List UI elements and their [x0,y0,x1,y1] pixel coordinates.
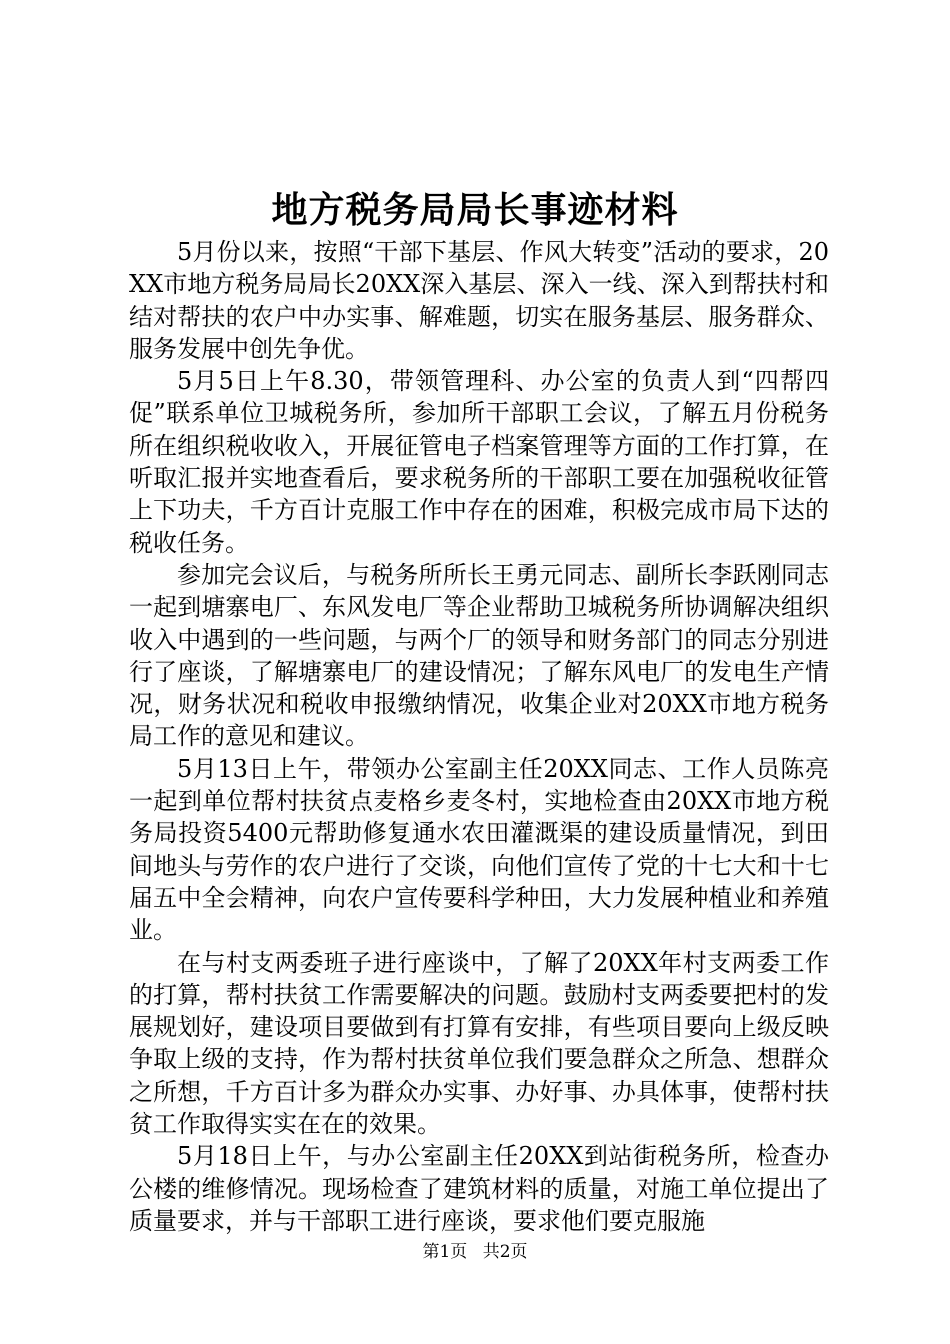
paragraph-3: 参加完会议后，与税务所所长王勇元同志、副所长李跃刚同志一起到塘寨电厂、东风发电厂等企业帮助卫城税务所协调解决组织收入中遇到的一些问题，与两个厂的领导和财务部门的同志分别进行了座谈，了解塘寨电厂的建设情况；了解东风电厂的发电生产情况，财务状况和税收申报缴纳情况，收集企业对20XX市地方税务局工作的意见和建议。 [129,560,829,751]
page-number-current: 第1页 [422,1242,468,1262]
paragraph-5: 在与村支两委班子进行座谈中，了解了20XX年村支两委工作的打算，帮村扶贫工作需要解决的问题。鼓励村支两委要把村的发展规划好，建设项目要做到有打算有安排，有些项目要向上级反映争取上级的支持，作为帮村扶贫单位我们要急群众之所急、想群众之所想，千方百计多为群众办实事、办好事、办具体事，使帮村扶贫工作取得实实在在的效果。 [129,948,829,1139]
paragraph-4: 5月13日上午，带领办公室副主任20XX同志、工作人员陈亮一起到单位帮村扶贫点麦格乡麦冬村，实地检查由20XX市地方税务局投资5400元帮助修复通水农田灌溉渠的建设质量情况，到田间地头与劳作的农户进行了交谈，向他们宣传了党的十七大和十七届五中全会精神，向农户宣传要科学种田，大力发展种植业和养殖业。 [129,754,829,945]
document-title: 地方税务局局长事迹材料 [271,189,679,231]
paragraph-2: 5月5日上午8.30，带领管理科、办公室的负责人到“四帮四促”联系单位卫城税务所，参加所干部职工会议，了解五月份税务所在组织税收收入，开展征管电子档案管理等方面的工作打算，在听取汇报并实地查看后，要求税务所的干部职工要在加强税收征管上下功夫，千方百计克服工作中存在的困难，积极完成市局下达的税收任务。 [129,367,829,557]
page-number-total: 共2页 [482,1242,528,1262]
document-body [129,236,829,1237]
paragraph-1: 5月份以来，按照“干部下基层、作风大转变”活动的要求，20XX市地方税务局局长20XX深入基层、深入一线、深入到帮扶村和结对帮扶的农户中办实事、解难题，切实在服务基层、服务群众、服务发展中创先争优。 [129,238,829,363]
paragraph-6: 5月18日上午，与办公室副主任20XX到站街税务所，检查办公楼的维修情况。现场检查了建筑材料的质量，对施工单位提出了质量要求，并与干部职工进行座谈，要求他们要克服施 [129,1142,829,1235]
page-footer [0,1240,950,1264]
